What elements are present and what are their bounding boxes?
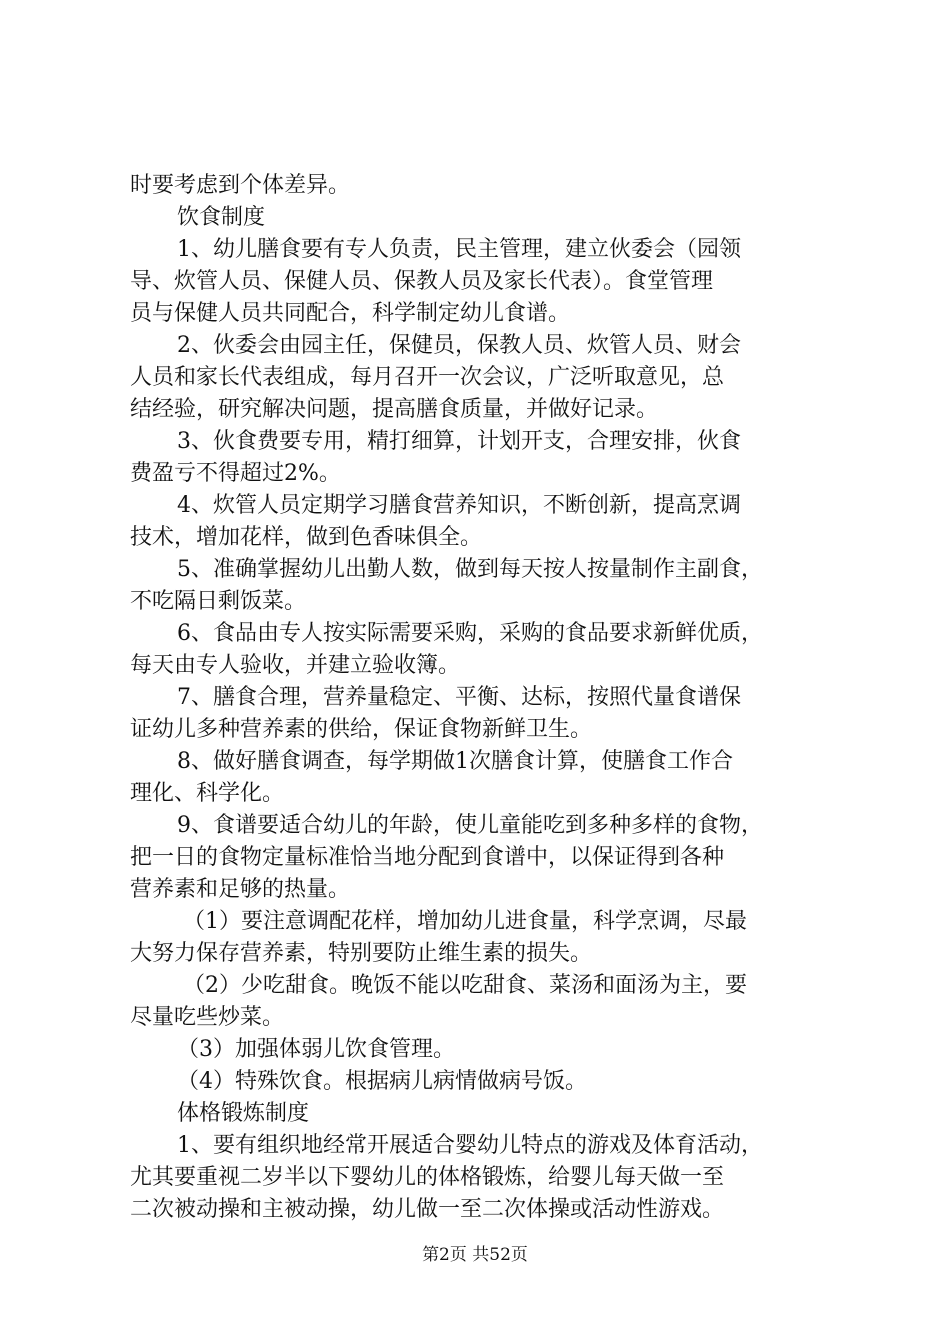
- text-line: 费盈亏不得超过2%。: [130, 461, 341, 486]
- text-line: 1、要有组织地经常开展适合婴幼儿特点的游戏及体育活动，: [177, 1133, 763, 1158]
- text-line: 人员和家长代表组成，每月召开一次会议，广泛听取意见，总: [130, 365, 725, 390]
- text-line: 导、炊管人员、保健人员、保教人员及家长代表）。食堂管理: [130, 269, 714, 294]
- document-body: [130, 170, 830, 1226]
- text-line: 4、炊管人员定期学习膳食营养知识，不断创新，提高烹调: [177, 493, 741, 518]
- text-line: 每天由专人验收，并建立验收簿。: [130, 653, 461, 678]
- text-line: （3）加强体弱儿饮食管理。: [177, 1037, 455, 1062]
- text-line: （1）要注意调配花样，增加幼儿进食量，科学烹调，尽最: [183, 909, 747, 934]
- text-line: 结经验，研究解决问题，提高膳食质量，并做好记录。: [130, 397, 659, 422]
- text-line: 证幼儿多种营养素的供给，保证食物新鲜卫生。: [130, 717, 593, 742]
- text-line: 9、食谱要适合幼儿的年龄，使儿童能吃到多种多样的食物，: [177, 813, 763, 838]
- text-line: 体格锻炼制度: [177, 1101, 310, 1126]
- text-line: （4）特殊饮食。根据病儿病情做病号饭。: [177, 1069, 587, 1094]
- text-line: 员与保健人员共同配合，科学制定幼儿食谱。: [130, 301, 571, 326]
- text-line: 不吃隔日剩饭菜。: [130, 589, 307, 614]
- text-line: 7、膳食合理，营养量稳定、平衡、达标，按照代量食谱保: [177, 685, 741, 710]
- text-line: 尽量吃些炒菜。: [130, 1005, 285, 1030]
- text-line: 尤其要重视二岁半以下婴幼儿的体格锻炼，给婴儿每天做一至: [130, 1165, 725, 1190]
- page-footer: 第2页 共52页: [422, 1245, 528, 1265]
- text-line: 时要考虑到个体差异。: [130, 173, 351, 198]
- text-line: 理化、科学化。: [130, 781, 285, 806]
- text-line: 二次被动操和主被动操，幼儿做一至二次体操或活动性游戏。: [130, 1197, 725, 1222]
- text-line: （2）少吃甜食。晚饭不能以吃甜食、菜汤和面汤为主，要: [183, 973, 747, 998]
- text-line: 饮食制度: [177, 205, 266, 230]
- text-line: 大努力保存营养素，特别要防止维生素的损失。: [130, 941, 593, 966]
- text-line: 把一日的食物定量标准恰当地分配到食谱中，以保证得到各种: [130, 845, 725, 870]
- text-line: 2、伙委会由园主任，保健员，保教人员、炊管人员、财会: [177, 333, 741, 358]
- text-line: 技术，增加花样，做到色香味俱全。: [130, 525, 483, 550]
- text-line: 营养素和足够的热量。: [130, 877, 351, 902]
- text-line: 1、幼儿膳食要有专人负责，民主管理，建立伙委会（园领: [177, 237, 741, 262]
- text-line: 8、做好膳食调查，每学期做1次膳食计算，使膳食工作合: [177, 749, 733, 774]
- text-line: 5、准确掌握幼儿出勤人数，做到每天按人按量制作主副食，: [177, 557, 763, 582]
- text-line: 3、伙食费要专用，精打细算，计划开支，合理安排，伙食: [177, 429, 741, 454]
- text-line: 6、食品由专人按实际需要采购，采购的食品要求新鲜优质，: [177, 621, 763, 646]
